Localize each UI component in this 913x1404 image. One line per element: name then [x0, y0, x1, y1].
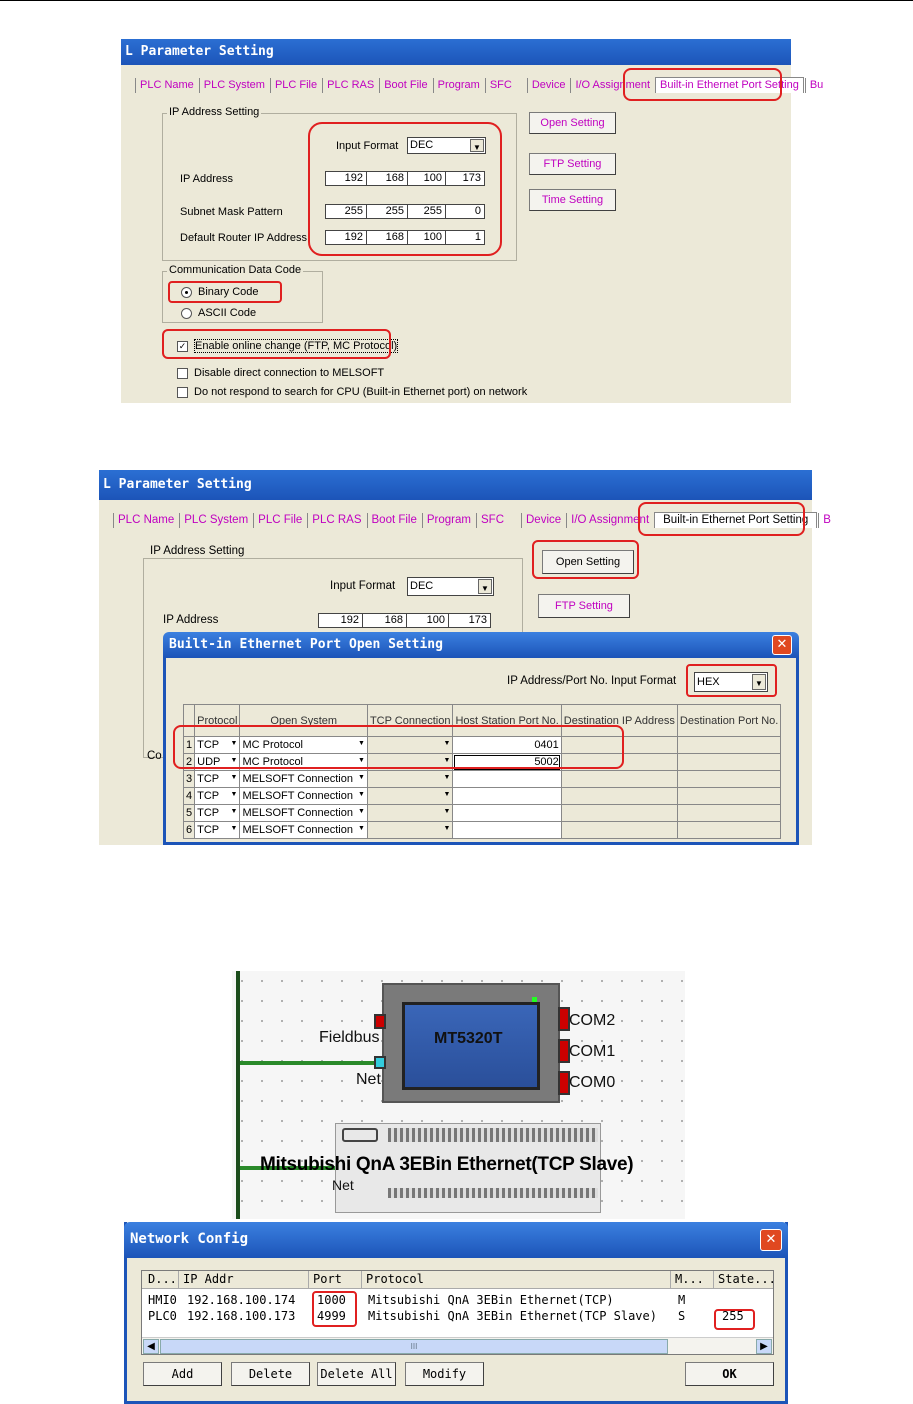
plc-connector-icon: [342, 1128, 378, 1142]
com0-label: COM0: [569, 1074, 616, 1091]
row-no: 6: [184, 822, 195, 839]
router-octet-1: 192: [326, 231, 367, 244]
ip-octet-3: 100: [407, 614, 449, 627]
input-format-select[interactable]: [407, 577, 494, 596]
ok-button[interactable]: OK: [685, 1362, 774, 1386]
row-no: 1: [184, 737, 195, 754]
dest-port-cell[interactable]: [677, 788, 780, 805]
tab-plc-name[interactable]: PLC Name: [113, 513, 178, 528]
disable-direct-label: Disable direct connection to MELSOFT: [194, 367, 385, 379]
open-setting-dialog: [163, 637, 799, 845]
com1-label: COM1: [569, 1043, 616, 1060]
tab-b[interactable]: B: [818, 513, 835, 528]
net-port-icon: [374, 1056, 386, 1069]
device-list[interactable]: [141, 1270, 774, 1355]
ethernet-bus-line: [236, 971, 240, 1219]
plc-net-label: Net: [332, 1177, 354, 1193]
tab-program[interactable]: Program: [433, 78, 484, 93]
tcp-connection-select[interactable]: [367, 788, 453, 805]
col-tcp-connection: TCP Connection: [367, 705, 453, 737]
subnet-octet-2: 255: [367, 205, 408, 218]
com2-label: COM2: [569, 1012, 616, 1029]
ip-octet-2: 168: [363, 614, 407, 627]
highlight-ports: [312, 1291, 357, 1327]
port-value: 4999: [317, 1309, 346, 1323]
chevron-down-icon: ▼: [470, 139, 484, 152]
protocol-select[interactable]: TCP ▼: [195, 805, 240, 822]
tcp-connection-select[interactable]: [367, 805, 453, 822]
format-value: HEX: [697, 676, 720, 688]
ascii-code-radio[interactable]: [181, 307, 256, 319]
col-protocol: Protocol: [195, 705, 240, 737]
horizontal-scrollbar[interactable]: [142, 1337, 773, 1354]
dest-ip-cell[interactable]: [561, 771, 677, 788]
device-name: PLC0: [148, 1309, 177, 1323]
fieldbus-label: Fieldbus: [319, 1029, 380, 1046]
delete-button[interactable]: Delete: [231, 1362, 310, 1386]
side-co-label: Co: [147, 750, 162, 762]
input-format-label: Input Format: [330, 580, 396, 592]
checkbox-empty-icon: [177, 387, 188, 398]
table-row[interactable]: [142, 1309, 773, 1325]
page-top-rule: [0, 0, 913, 1]
tab-plc-name[interactable]: PLC Name: [135, 78, 198, 93]
tab-plc-system[interactable]: PLC System: [199, 78, 269, 93]
row-no: 2: [184, 754, 195, 771]
tab-bu[interactable]: Bu: [805, 78, 827, 93]
protocol-select[interactable]: TCP ▼: [195, 788, 240, 805]
hmi-net-label: Net: [356, 1071, 381, 1088]
network-config-titlebar: [124, 1222, 788, 1258]
input-format-value: DEC: [410, 139, 434, 151]
hmi-model-label: MT5320T: [434, 1030, 503, 1047]
subnet-octet-1: 255: [326, 205, 367, 218]
mode-value: M: [678, 1293, 686, 1307]
radio-empty-icon: [181, 308, 192, 319]
table-row: [184, 771, 781, 788]
ip-addr: 192.168.100.174: [187, 1293, 296, 1307]
ip-address-group-label: IP Address Setting: [150, 545, 245, 557]
dest-port-cell[interactable]: [677, 771, 780, 788]
open-system-select[interactable]: MELSOFT Connection ▼: [240, 771, 367, 788]
host-port-cell[interactable]: [453, 805, 561, 822]
enable-online-change-label: Enable online change (FTP, MC Protocol): [195, 340, 398, 352]
ip-octet-1: 192: [326, 172, 367, 185]
plc-label: Mitsubishi QnA 3EBin Ethernet(TCP Slave): [260, 1154, 634, 1175]
state-value: 255: [722, 1309, 744, 1323]
plc-parameter-window-1: [121, 39, 824, 403]
ip-address-group-label: IP Address Setting: [169, 106, 260, 118]
open-system-select[interactable]: MELSOFT Connection ▼: [240, 788, 367, 805]
checkbox-empty-icon: [177, 368, 188, 379]
tcp-connection-select[interactable]: [367, 822, 453, 839]
ip-octet-2: 168: [367, 172, 408, 185]
table-row: [184, 805, 781, 822]
format-label: IP Address/Port No. Input Format: [507, 675, 677, 687]
ip-octet-4: 173: [462, 172, 481, 184]
open-system-select[interactable]: MC Protocol ▼: [240, 737, 367, 754]
time-setting-button[interactable]: Time Setting: [529, 189, 616, 211]
tab-sfc[interactable]: SFC: [476, 513, 520, 528]
col-open-system: Open System: [240, 705, 367, 737]
host-port-cell[interactable]: 5002: [453, 754, 561, 771]
protocol-value: Mitsubishi QnA 3EBin Ethernet(TCP Slave): [368, 1309, 657, 1323]
col-dest-ip: Destination IP Address: [561, 705, 677, 737]
table-row: [184, 822, 781, 839]
highlight-open-setting: [532, 540, 639, 579]
scroll-right-icon[interactable]: ▶: [756, 1339, 772, 1354]
ip-octet-3: 100: [408, 172, 446, 185]
delete-all-button[interactable]: Delete All: [317, 1362, 396, 1386]
comm-data-code-label: Communication Data Code: [169, 264, 302, 276]
add-button[interactable]: Add: [143, 1362, 222, 1386]
col-port[interactable]: Port: [308, 1271, 342, 1288]
close-icon[interactable]: ✕: [760, 1229, 782, 1251]
tab-io-assignment[interactable]: I/O Assignment: [566, 513, 653, 528]
table-row[interactable]: [142, 1293, 773, 1309]
highlight-enable-online: [162, 329, 391, 359]
highlight-rows-1-2: [173, 725, 624, 769]
tab-plc-ras[interactable]: PLC RAS: [322, 78, 378, 93]
dest-ip-cell[interactable]: [561, 805, 677, 822]
host-port-cell[interactable]: 0401: [453, 737, 561, 754]
tab-program[interactable]: Program: [422, 513, 475, 528]
protocol-value: Mitsubishi QnA 3EBin Ethernet(TCP): [368, 1293, 614, 1307]
protocol-select[interactable]: TCP ▼: [195, 737, 240, 754]
table-row: [184, 788, 781, 805]
col-d[interactable]: D...: [148, 1272, 177, 1286]
hmi-device[interactable]: [382, 983, 560, 1103]
no-respond-checkbox[interactable]: [177, 386, 527, 398]
fieldbus-port-icon: [374, 1014, 386, 1029]
subnet-octet-3: 255: [408, 205, 446, 218]
open-setting-button[interactable]: Open Setting: [529, 112, 616, 134]
dest-port-cell[interactable]: [677, 754, 780, 771]
dest-port-cell[interactable]: [677, 805, 780, 822]
plc-terminal-row-bottom: [388, 1188, 598, 1198]
dest-port-cell[interactable]: [677, 822, 780, 839]
mode-value: S: [678, 1309, 686, 1323]
scroll-thumb[interactable]: III: [160, 1339, 668, 1354]
tab-builtin-ethernet[interactable]: Built-in Ethernet Port Setting: [655, 77, 804, 93]
close-icon[interactable]: ✕: [772, 635, 792, 655]
dest-port-cell[interactable]: [677, 737, 780, 754]
open-system-select[interactable]: MC Protocol ▼: [240, 754, 367, 771]
dest-ip-cell[interactable]: [561, 788, 677, 805]
dest-ip-cell[interactable]: [561, 822, 677, 839]
highlight-ethernet-tab: [623, 68, 782, 101]
dialog-title: Built-in Ethernet Port Open Setting: [163, 632, 799, 658]
host-port-cell[interactable]: [453, 771, 561, 788]
tab-boot-file[interactable]: Boot File: [379, 78, 431, 93]
chevron-down-icon: ▼: [478, 579, 492, 594]
ftp-setting-button[interactable]: FTP Setting: [538, 594, 630, 618]
ip-octet-1: 192: [319, 614, 363, 627]
highlight-ethernet-tab: [638, 502, 805, 536]
col-m[interactable]: M...: [670, 1271, 704, 1288]
tab-io-assignment[interactable]: I/O Assignment: [570, 78, 654, 93]
device-name: HMI0: [148, 1293, 177, 1307]
row-no: 3: [184, 771, 195, 788]
window-title: L Parameter Setting: [121, 39, 791, 65]
host-port-cell[interactable]: [453, 788, 561, 805]
ip-address-field[interactable]: [318, 613, 491, 628]
highlight-state: [714, 1309, 755, 1330]
ip-address-label: IP Address: [163, 614, 219, 626]
scroll-left-icon[interactable]: ◀: [143, 1339, 159, 1354]
binary-code-label: Binary Code: [198, 286, 259, 298]
tab-plc-system[interactable]: PLC System: [179, 513, 252, 528]
ip-octet-4: 173: [468, 614, 487, 626]
ascii-code-label: ASCII Code: [198, 307, 257, 319]
highlight-hex-format: [686, 664, 777, 697]
no-respond-label: Do not respond to search for CPU (Built-in Ethernet port) on network: [194, 386, 528, 398]
tcp-connection-select[interactable]: [367, 771, 453, 788]
tab-device[interactable]: Device: [521, 513, 565, 528]
modify-button[interactable]: Modify: [405, 1362, 484, 1386]
col-host-port: Host Station Port No.: [453, 705, 561, 737]
port-value: 1000: [317, 1293, 346, 1307]
router-label: Default Router IP Address: [180, 232, 307, 244]
router-octet-2: 168: [367, 231, 408, 244]
protocol-select[interactable]: TCP ▼: [195, 822, 240, 839]
open-system-select[interactable]: MELSOFT Connection ▼: [240, 805, 367, 822]
highlight-ip-settings: [308, 122, 502, 256]
net-link-hmi: [240, 1061, 382, 1065]
router-octet-4: 1: [474, 231, 481, 243]
input-format-label: Input Format: [336, 140, 399, 152]
plc-terminal-row-top: [388, 1128, 598, 1142]
protocol-select[interactable]: TCP ▼: [195, 771, 240, 788]
row-no: 5: [184, 805, 195, 822]
highlight-binary-code: [168, 281, 282, 303]
col-protocol[interactable]: Protocol: [361, 1271, 424, 1288]
ftp-setting-button[interactable]: FTP Setting: [529, 153, 616, 175]
tab-plc-file[interactable]: PLC File: [270, 78, 321, 93]
tab-builtin-ethernet[interactable]: Built-in Ethernet Port Setting: [654, 512, 817, 528]
disable-direct-checkbox[interactable]: [177, 367, 384, 379]
row-no: 4: [184, 788, 195, 805]
chevron-down-icon: ▼: [752, 674, 766, 690]
tab-sfc[interactable]: SFC: [485, 78, 526, 93]
list-header: [142, 1271, 776, 1289]
subnet-label: Subnet Mask Pattern: [180, 206, 283, 218]
host-port-cell[interactable]: [453, 822, 561, 839]
checkmark-icon: ✓: [178, 340, 187, 351]
ip-address-label: IP Address: [180, 173, 233, 185]
ip-addr: 192.168.100.173: [187, 1309, 296, 1323]
tab-plc-ras[interactable]: PLC RAS: [307, 513, 365, 528]
input-format-value: DEC: [410, 580, 434, 592]
window-title: L Parameter Setting: [99, 470, 812, 500]
router-octet-3: 100: [408, 231, 446, 244]
col-ip[interactable]: IP Addr: [178, 1271, 234, 1288]
tab-boot-file[interactable]: Boot File: [367, 513, 421, 528]
protocol-select[interactable]: UDP ▼: [195, 754, 240, 771]
hmi-led: [532, 997, 537, 1002]
subnet-octet-4: 0: [474, 205, 481, 217]
project-canvas: [232, 971, 685, 1219]
open-setting-button[interactable]: Open Setting: [542, 550, 634, 574]
col-dest-port: Destination Port No.: [677, 705, 780, 737]
tab-device[interactable]: Device: [527, 78, 570, 93]
open-system-select[interactable]: MELSOFT Connection ▼: [240, 822, 367, 839]
tab-plc-file[interactable]: PLC File: [253, 513, 306, 528]
network-config-window: [124, 1222, 788, 1404]
col-state[interactable]: State...: [713, 1271, 776, 1288]
network-config-title: Network Config: [130, 1231, 249, 1247]
